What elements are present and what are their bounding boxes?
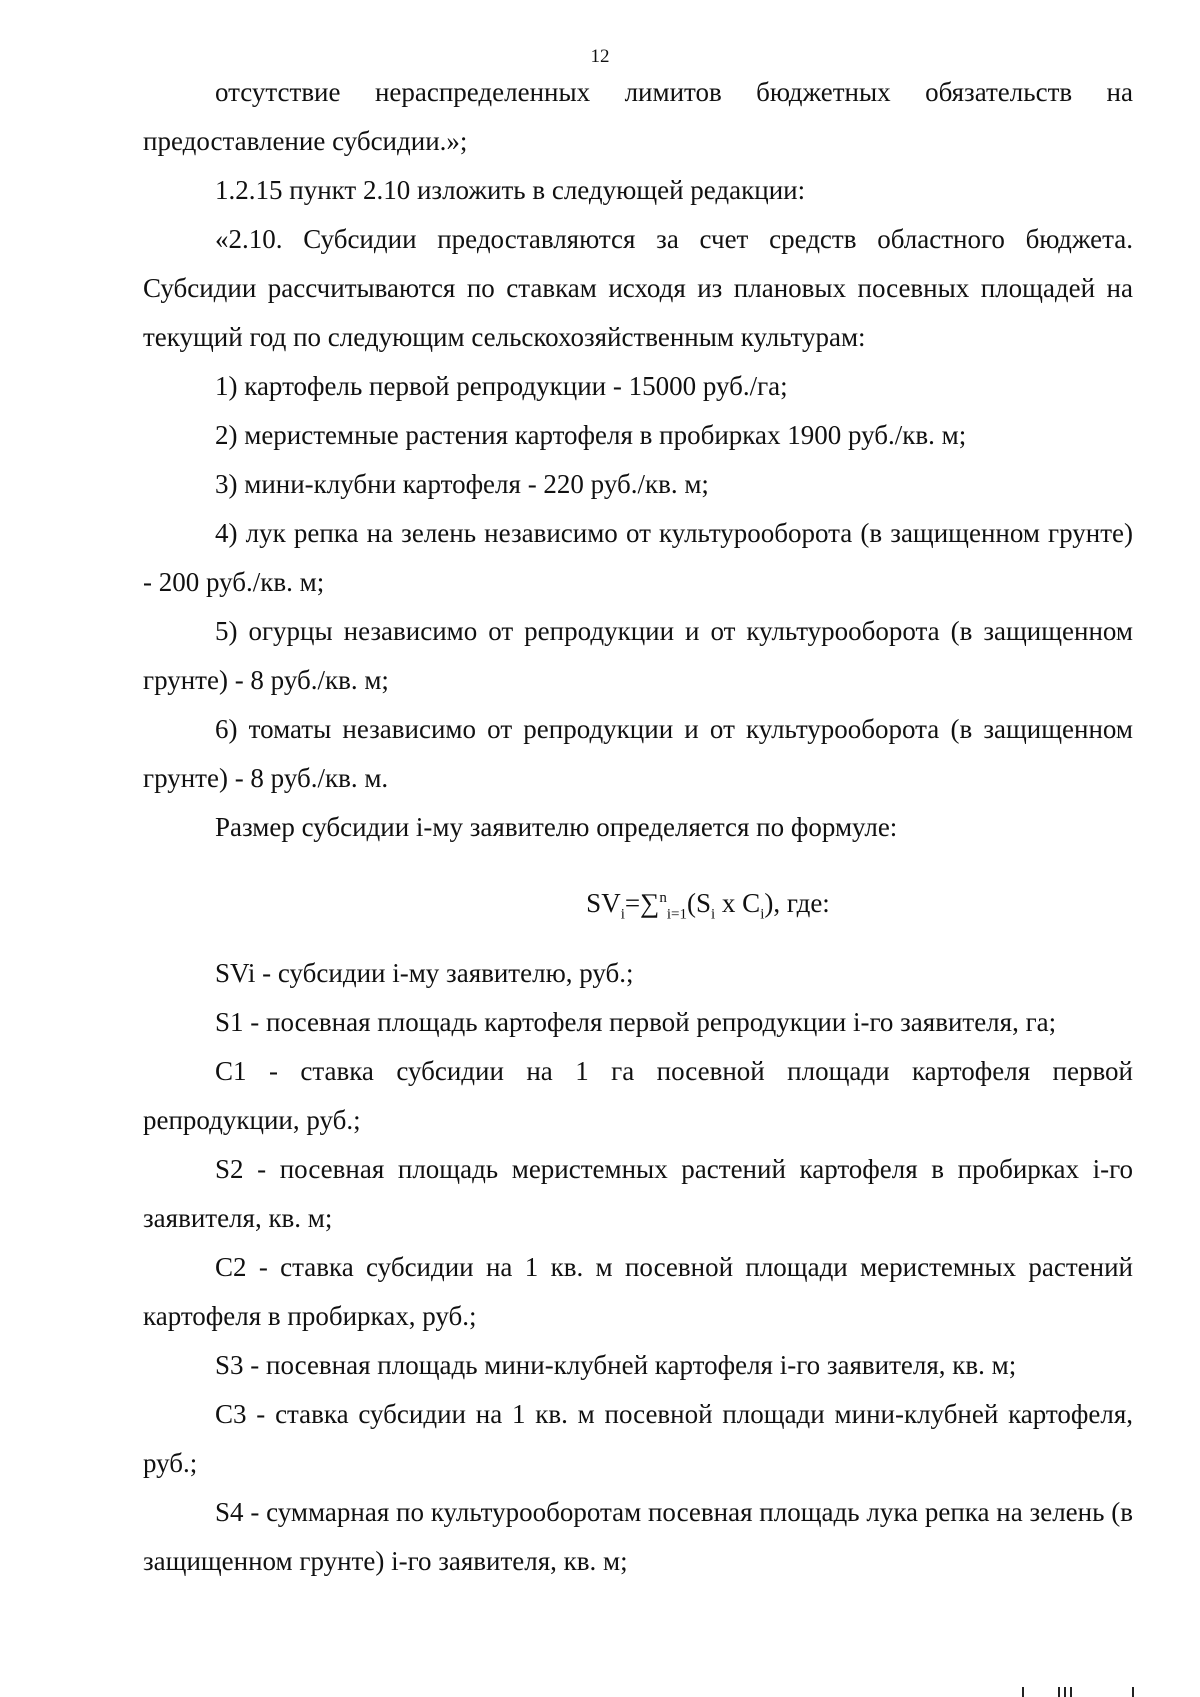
formula-sub-s: i — [711, 906, 716, 923]
list-item-onion: 4) лук репка на зелень независимо от культурооборота (в защищенном грунте) - 200 руб./кв. м; — [143, 518, 1133, 597]
paragraph-subsidy-source: «2.10. Субсидии предоставляются за счет средств областного бюджета. Субсидии рассчитываются по ставкам исходя из плановых посевных площадей на текущий год по следующим сельскохозяйственным культурам: — [143, 224, 1133, 352]
formula-sub-c: i — [760, 906, 765, 923]
formula-close: ), где: — [764, 888, 830, 918]
formula-sum: =∑ — [624, 888, 660, 918]
list-item-potato: 1) картофель первой репродукции - 15000 руб./га; — [215, 371, 788, 401]
subsidy-formula — [143, 874, 1133, 939]
list-item-tomatoes: 6) томаты независимо от репродукции и от культурооборота (в защищенном грунте) - 8 руб./кв. м. — [143, 714, 1133, 793]
formula-sub-range: i=1 — [666, 906, 687, 923]
page-number: 12 — [590, 46, 610, 67]
scan-artifact-marks — [1020, 1685, 1140, 1697]
definition-s3: S3 - посевная площадь мини-клубней картофеля i-го заявителя, кв. м; — [215, 1350, 1017, 1381]
formula-sub-i: i — [620, 906, 625, 923]
list-item-mini-tubers: 3) мини-клубни картофеля - 220 руб./кв. м; — [215, 469, 709, 499]
definition-c1: C1 - ставка субсидии на 1 га посевной площади картофеля первой репродукции, руб.; — [143, 1056, 1133, 1136]
paragraph-amendment-intro: 1.2.15 пункт 2.10 изложить в следующей редакции: — [215, 175, 806, 205]
formula-sup-n: n — [659, 890, 667, 906]
formula-sv: SV — [586, 888, 621, 918]
list-item-cucumbers: 5) огурцы независимо от репродукции и от культурооборота (в защищенном грунте) - 8 руб./кв. м; — [143, 616, 1133, 695]
definition-s1: S1 - посевная площадь картофеля первой репродукции i-го заявителя, га; — [215, 1007, 1057, 1038]
definition-c3: C3 - ставка субсидии на 1 кв. м посевной площади мини-клубней картофеля, руб.; — [143, 1399, 1133, 1479]
definition-s2: S2 - посевная площадь меристемных растений картофеля в пробирках i-го заявителя, кв. м; — [143, 1154, 1133, 1234]
formula-times: x C — [715, 888, 761, 918]
definition-c2: C2 - ставка субсидии на 1 кв. м посевной площади меристемных растений картофеля в пробирках, руб.; — [143, 1252, 1133, 1332]
document-body — [143, 68, 1133, 1586]
paragraph-budget-limits: отсутствие нераспределенных лимитов бюджетных обязательств на предоставление субсидии.»; — [143, 77, 1133, 156]
definition-s4: S4 - суммарная по культурооборотам посевная площадь лука репка на зелень (в защищенном грунте) i-го заявителя, кв. м; — [143, 1497, 1133, 1577]
paragraph-formula-intro: Размер субсидии i-му заявителю определяется по формуле: — [215, 812, 898, 842]
list-item-meristem: 2) меристемные растения картофеля в пробирках 1900 руб./кв. м; — [215, 420, 967, 450]
formula-open: (S — [686, 888, 711, 918]
definition-svi: SVi - субсидии i-му заявителю, руб.; — [215, 958, 634, 989]
